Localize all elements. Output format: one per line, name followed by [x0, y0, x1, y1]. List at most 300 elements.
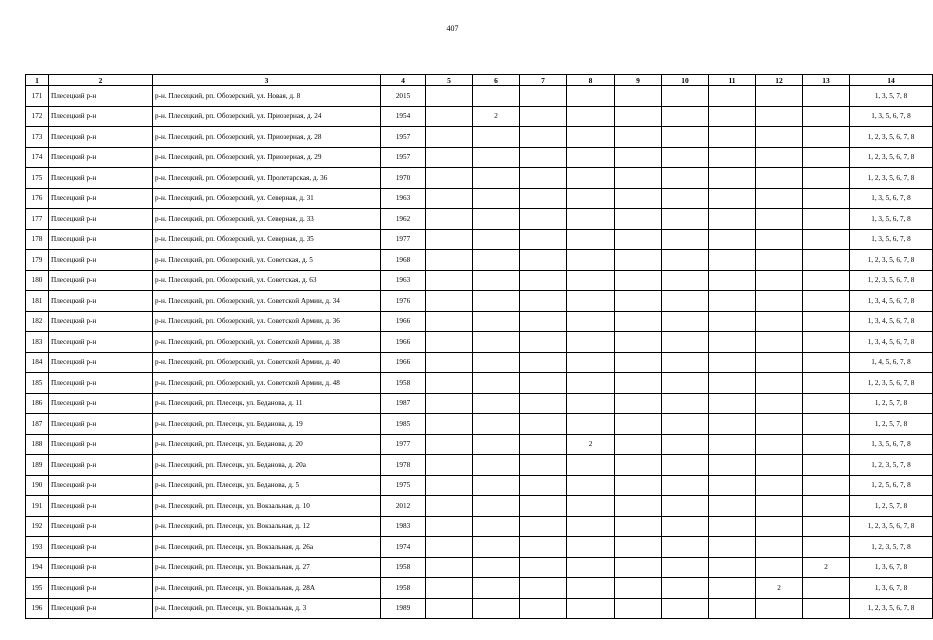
table-cell: 1, 3, 6, 7, 8: [850, 557, 933, 578]
table-cell: р-н. Плесецкий, рп. Плесецк, ул. Беданова, д. 20: [153, 434, 381, 455]
table-cell: [615, 578, 662, 599]
table-cell: Плесецкий р-н: [49, 393, 153, 414]
table-cell: [520, 291, 567, 312]
table-cell: [709, 229, 756, 250]
table-cell: [567, 537, 615, 558]
table-cell: [473, 537, 520, 558]
table-cell: [520, 557, 567, 578]
table-cell: [662, 86, 709, 107]
table-cell: 182: [26, 311, 49, 332]
table-cell: 1, 2, 5, 7, 8: [850, 393, 933, 414]
table-cell: 1985: [381, 414, 426, 435]
table-cell: Плесецкий р-н: [49, 496, 153, 517]
table-cell: [756, 557, 803, 578]
table-cell: 1987: [381, 393, 426, 414]
table-cell: Плесецкий р-н: [49, 147, 153, 168]
table-cell: [615, 598, 662, 619]
table-cell: [426, 578, 473, 599]
table-cell: [520, 270, 567, 291]
table-cell: [615, 311, 662, 332]
table-cell: [615, 352, 662, 373]
table-row: [26, 86, 933, 107]
table-cell: 1958: [381, 373, 426, 394]
table-cell: [615, 475, 662, 496]
table-cell: [567, 393, 615, 414]
table-row: [26, 496, 933, 517]
table-cell: [615, 250, 662, 271]
table-cell: [709, 250, 756, 271]
table-cell: [473, 209, 520, 230]
table-cell: р-н. Плесецкий, рп. Плесецк, ул. Беданова, д. 20а: [153, 455, 381, 476]
table-cell: [473, 229, 520, 250]
table-cell: [567, 475, 615, 496]
table-cell: [803, 496, 850, 517]
table-cell: Плесецкий р-н: [49, 106, 153, 127]
table-cell: Плесецкий р-н: [49, 537, 153, 558]
table-cell: [803, 455, 850, 476]
table-cell: [662, 373, 709, 394]
table-cell: [567, 86, 615, 107]
table-cell: 1958: [381, 557, 426, 578]
table-cell: [473, 291, 520, 312]
table-row: [26, 270, 933, 291]
table-cell: 191: [26, 496, 49, 517]
table-cell: 194: [26, 557, 49, 578]
table-row: [26, 537, 933, 558]
table-cell: [426, 598, 473, 619]
table-cell: Плесецкий р-н: [49, 188, 153, 209]
column-header: 1: [26, 75, 49, 86]
table-cell: 1, 3, 6, 7, 8: [850, 578, 933, 599]
column-header: 8: [567, 75, 615, 86]
table-cell: [473, 455, 520, 476]
table-cell: [756, 598, 803, 619]
table-cell: Плесецкий р-н: [49, 168, 153, 189]
table-cell: р-н. Плесецкий, рп. Обозерский, ул. Советской Армии, д. 48: [153, 373, 381, 394]
table-cell: 1978: [381, 455, 426, 476]
table-row: [26, 598, 933, 619]
table-cell: 1966: [381, 352, 426, 373]
table-row: [26, 291, 933, 312]
table-cell: [662, 475, 709, 496]
table-cell: р-н. Плесецкий, рп. Плесецк, ул. Вокзальная, д. 27: [153, 557, 381, 578]
table-cell: р-н. Плесецкий, рп. Плесецк, ул. Вокзальная, д. 26а: [153, 537, 381, 558]
header-row: [26, 75, 933, 86]
table-row: [26, 209, 933, 230]
table-cell: [473, 352, 520, 373]
table-cell: [615, 270, 662, 291]
table-cell: [662, 455, 709, 476]
table-cell: 1, 4, 5, 6, 7, 8: [850, 352, 933, 373]
table-cell: [662, 270, 709, 291]
table-cell: [615, 455, 662, 476]
table-cell: [473, 557, 520, 578]
table-cell: [567, 332, 615, 353]
table-cell: [473, 434, 520, 455]
table-cell: [662, 516, 709, 537]
table-cell: 187: [26, 414, 49, 435]
table-cell: [803, 578, 850, 599]
table-cell: [709, 373, 756, 394]
table-cell: [426, 209, 473, 230]
table-cell: Плесецкий р-н: [49, 127, 153, 148]
table-cell: 1976: [381, 291, 426, 312]
table-cell: [756, 106, 803, 127]
table-cell: [756, 537, 803, 558]
table-cell: [803, 516, 850, 537]
table-cell: [803, 598, 850, 619]
table-cell: [520, 147, 567, 168]
table-cell: р-н. Плесецкий, рп. Плесецк, ул. Вокзальная, д. 10: [153, 496, 381, 517]
table-cell: [520, 393, 567, 414]
table-cell: [756, 516, 803, 537]
table-cell: р-н. Плесецкий, рп. Обозерский, ул. Советской Армии, д. 40: [153, 352, 381, 373]
table-cell: [709, 496, 756, 517]
table-cell: [567, 557, 615, 578]
column-header: 7: [520, 75, 567, 86]
table-cell: [567, 352, 615, 373]
table-cell: р-н. Плесецкий, рп. Плесецк, ул. Вокзальная, д. 12: [153, 516, 381, 537]
table-cell: [709, 393, 756, 414]
table-cell: Плесецкий р-н: [49, 229, 153, 250]
table-cell: 1958: [381, 578, 426, 599]
table-cell: р-н. Плесецкий, рп. Обозерский, ул. Советская, д. 63: [153, 270, 381, 291]
table-cell: [803, 168, 850, 189]
table-cell: [520, 229, 567, 250]
table-cell: [709, 557, 756, 578]
table-cell: Плесецкий р-н: [49, 475, 153, 496]
table-cell: Плесецкий р-н: [49, 209, 153, 230]
register-table: [25, 74, 933, 619]
table-cell: 1, 2, 3, 5, 6, 7, 8: [850, 516, 933, 537]
table-row: [26, 332, 933, 353]
table-cell: Плесецкий р-н: [49, 373, 153, 394]
table-cell: [567, 147, 615, 168]
table-cell: 1954: [381, 106, 426, 127]
table-cell: 1, 2, 5, 6, 7, 8: [850, 475, 933, 496]
table-cell: 2: [756, 578, 803, 599]
table-cell: [473, 598, 520, 619]
table-cell: р-н. Плесецкий, рп. Обозерский, ул. Приозерная, д. 24: [153, 106, 381, 127]
table-cell: [662, 496, 709, 517]
table-cell: [520, 86, 567, 107]
column-header: 5: [426, 75, 473, 86]
table-cell: [473, 414, 520, 435]
table-cell: [709, 537, 756, 558]
table-cell: [567, 455, 615, 476]
table-cell: 178: [26, 229, 49, 250]
table-cell: [473, 393, 520, 414]
table-row: [26, 127, 933, 148]
table-cell: [803, 270, 850, 291]
table-cell: [756, 250, 803, 271]
table-cell: [473, 250, 520, 271]
table-cell: 1, 2, 5, 7, 8: [850, 414, 933, 435]
table-cell: 1966: [381, 311, 426, 332]
table-cell: [756, 332, 803, 353]
table-cell: 1983: [381, 516, 426, 537]
table-cell: [615, 557, 662, 578]
table-cell: [709, 188, 756, 209]
table-cell: [803, 332, 850, 353]
table-cell: [803, 127, 850, 148]
table-cell: [567, 496, 615, 517]
table-cell: Плесецкий р-н: [49, 250, 153, 271]
table-cell: [756, 496, 803, 517]
table-cell: [615, 393, 662, 414]
table-cell: [709, 414, 756, 435]
table-cell: Плесецкий р-н: [49, 455, 153, 476]
table-row: [26, 516, 933, 537]
table-cell: [567, 250, 615, 271]
table-cell: [615, 188, 662, 209]
table-cell: р-н. Плесецкий, рп. Плесецк, ул. Вокзальная, д. 28А: [153, 578, 381, 599]
table-cell: [803, 229, 850, 250]
table-cell: [662, 147, 709, 168]
table-cell: [756, 147, 803, 168]
table-cell: [567, 291, 615, 312]
table-cell: 186: [26, 393, 49, 414]
table-cell: 196: [26, 598, 49, 619]
table-cell: [803, 311, 850, 332]
table-cell: [615, 516, 662, 537]
table-cell: [567, 106, 615, 127]
table-cell: [803, 373, 850, 394]
table-cell: [520, 209, 567, 230]
table-cell: [662, 414, 709, 435]
table-cell: [709, 86, 756, 107]
table-cell: 1, 3, 5, 6, 7, 8: [850, 434, 933, 455]
table-cell: 189: [26, 455, 49, 476]
table-header: [26, 75, 933, 86]
table-cell: [709, 434, 756, 455]
table-cell: [473, 147, 520, 168]
table-cell: [662, 291, 709, 312]
table-cell: 175: [26, 168, 49, 189]
table-cell: [615, 106, 662, 127]
table-cell: [756, 188, 803, 209]
table-cell: 1970: [381, 168, 426, 189]
table-cell: [473, 86, 520, 107]
table-row: [26, 455, 933, 476]
table-cell: р-н. Плесецкий, рп. Плесецк, ул. Беданова, д. 5: [153, 475, 381, 496]
table-cell: [426, 393, 473, 414]
table-cell: [662, 250, 709, 271]
table-cell: [426, 516, 473, 537]
table-cell: Плесецкий р-н: [49, 270, 153, 291]
table-cell: Плесецкий р-н: [49, 598, 153, 619]
table-cell: [662, 352, 709, 373]
column-header: 2: [49, 75, 153, 86]
table-cell: [756, 127, 803, 148]
table-cell: Плесецкий р-н: [49, 557, 153, 578]
table-cell: [473, 127, 520, 148]
table-cell: [803, 414, 850, 435]
table-cell: [426, 332, 473, 353]
table-cell: [615, 127, 662, 148]
table-cell: 1974: [381, 537, 426, 558]
table-cell: 1957: [381, 147, 426, 168]
table-cell: [567, 578, 615, 599]
table-cell: р-н. Плесецкий, рп. Обозерский, ул. Северная, д. 31: [153, 188, 381, 209]
table-cell: 179: [26, 250, 49, 271]
table-cell: [803, 393, 850, 414]
table-cell: [426, 537, 473, 558]
table-cell: [520, 127, 567, 148]
table-cell: 1, 3, 5, 7, 8: [850, 86, 933, 107]
table-cell: [520, 414, 567, 435]
table-cell: 172: [26, 106, 49, 127]
table-cell: [520, 578, 567, 599]
table-cell: 1, 2, 3, 5, 6, 7, 8: [850, 270, 933, 291]
table-cell: [426, 352, 473, 373]
table-cell: [473, 188, 520, 209]
table-cell: 193: [26, 537, 49, 558]
table-cell: 181: [26, 291, 49, 312]
table-cell: [662, 311, 709, 332]
table-cell: 1, 2, 3, 5, 6, 7, 8: [850, 168, 933, 189]
table-cell: [567, 311, 615, 332]
table-cell: [520, 106, 567, 127]
table-cell: [803, 86, 850, 107]
table-cell: 1, 3, 4, 5, 6, 7, 8: [850, 311, 933, 332]
table-cell: 192: [26, 516, 49, 537]
table-cell: 184: [26, 352, 49, 373]
table-cell: [426, 106, 473, 127]
table-cell: [520, 455, 567, 476]
table-cell: р-н. Плесецкий, рп. Обозерский, ул. Северная, д. 35: [153, 229, 381, 250]
table-cell: [709, 332, 756, 353]
table-cell: 1, 3, 4, 5, 6, 7, 8: [850, 332, 933, 353]
table-cell: [426, 557, 473, 578]
table-cell: 1, 2, 3, 5, 6, 7, 8: [850, 147, 933, 168]
table-cell: [473, 475, 520, 496]
table-cell: [520, 188, 567, 209]
table-cell: [756, 475, 803, 496]
table-cell: [567, 414, 615, 435]
table-cell: Плесецкий р-н: [49, 516, 153, 537]
column-header: 11: [709, 75, 756, 86]
table-cell: 1963: [381, 270, 426, 291]
table-cell: [473, 270, 520, 291]
table-cell: 1, 2, 5, 7, 8: [850, 496, 933, 517]
table-cell: [615, 229, 662, 250]
table-cell: [473, 311, 520, 332]
column-header: 6: [473, 75, 520, 86]
table-cell: 1, 2, 3, 5, 6, 7, 8: [850, 598, 933, 619]
table-cell: [615, 291, 662, 312]
table-cell: 1957: [381, 127, 426, 148]
table-cell: [709, 106, 756, 127]
table-cell: [615, 496, 662, 517]
table-cell: [803, 291, 850, 312]
table-cell: [709, 209, 756, 230]
table-cell: [426, 434, 473, 455]
column-header: 14: [850, 75, 933, 86]
table-cell: [709, 516, 756, 537]
table-cell: [803, 475, 850, 496]
table-cell: 2: [567, 434, 615, 455]
table-cell: [756, 229, 803, 250]
table-cell: [756, 393, 803, 414]
table-cell: [615, 86, 662, 107]
table-cell: р-н. Плесецкий, рп. Обозерский, ул. Пролетарская, д. 36: [153, 168, 381, 189]
table-cell: [473, 516, 520, 537]
table-cell: Плесецкий р-н: [49, 86, 153, 107]
table-row: [26, 311, 933, 332]
page-number: 407: [446, 24, 459, 33]
table-cell: [803, 434, 850, 455]
table-cell: 1, 2, 3, 5, 7, 8: [850, 537, 933, 558]
table-cell: [756, 270, 803, 291]
table-cell: [426, 291, 473, 312]
table-cell: Плесецкий р-н: [49, 578, 153, 599]
table-cell: [803, 106, 850, 127]
table-cell: 1, 3, 5, 6, 7, 8: [850, 106, 933, 127]
table-row: [26, 229, 933, 250]
table-cell: 2012: [381, 496, 426, 517]
table-row: [26, 168, 933, 189]
table-row: [26, 475, 933, 496]
column-header: 4: [381, 75, 426, 86]
table-cell: 1, 2, 3, 5, 7, 8: [850, 455, 933, 476]
table-cell: 1, 2, 3, 5, 6, 7, 8: [850, 250, 933, 271]
table-cell: [426, 168, 473, 189]
table-cell: [803, 250, 850, 271]
table-cell: [709, 291, 756, 312]
table-cell: [709, 578, 756, 599]
table-cell: [803, 147, 850, 168]
table-cell: [473, 332, 520, 353]
table-cell: р-н. Плесецкий, рп. Плесецк, ул. Вокзальная, д. 3: [153, 598, 381, 619]
table-cell: [709, 147, 756, 168]
table-cell: [756, 414, 803, 435]
column-header: 13: [803, 75, 850, 86]
table-cell: [567, 270, 615, 291]
table-cell: [662, 209, 709, 230]
column-header: 10: [662, 75, 709, 86]
table-cell: [426, 270, 473, 291]
table-cell: [567, 373, 615, 394]
table-cell: [662, 598, 709, 619]
table-cell: [520, 598, 567, 619]
table-cell: [803, 209, 850, 230]
table-cell: [520, 475, 567, 496]
table-cell: [803, 537, 850, 558]
table-cell: 1, 3, 4, 5, 6, 7, 8: [850, 291, 933, 312]
table-cell: [756, 373, 803, 394]
table-cell: [520, 516, 567, 537]
table-cell: [709, 311, 756, 332]
table-cell: 176: [26, 188, 49, 209]
table-cell: 1977: [381, 434, 426, 455]
table-cell: [520, 250, 567, 271]
table-cell: 1977: [381, 229, 426, 250]
table-cell: [426, 86, 473, 107]
table-cell: р-н. Плесецкий, рп. Обозерский, ул. Советской Армии, д. 36: [153, 311, 381, 332]
table-cell: [615, 434, 662, 455]
table-cell: 1, 3, 5, 6, 7, 8: [850, 209, 933, 230]
table-cell: [567, 168, 615, 189]
table-cell: 1968: [381, 250, 426, 271]
table-cell: [756, 311, 803, 332]
table-cell: р-н. Плесецкий, рп. Обозерский, ул. Новая, д. 8: [153, 86, 381, 107]
table-cell: р-н. Плесецкий, рп. Обозерский, ул. Приозерная, д. 29: [153, 147, 381, 168]
table-cell: 185: [26, 373, 49, 394]
table-row: [26, 250, 933, 271]
table-cell: [662, 168, 709, 189]
table-cell: [615, 147, 662, 168]
